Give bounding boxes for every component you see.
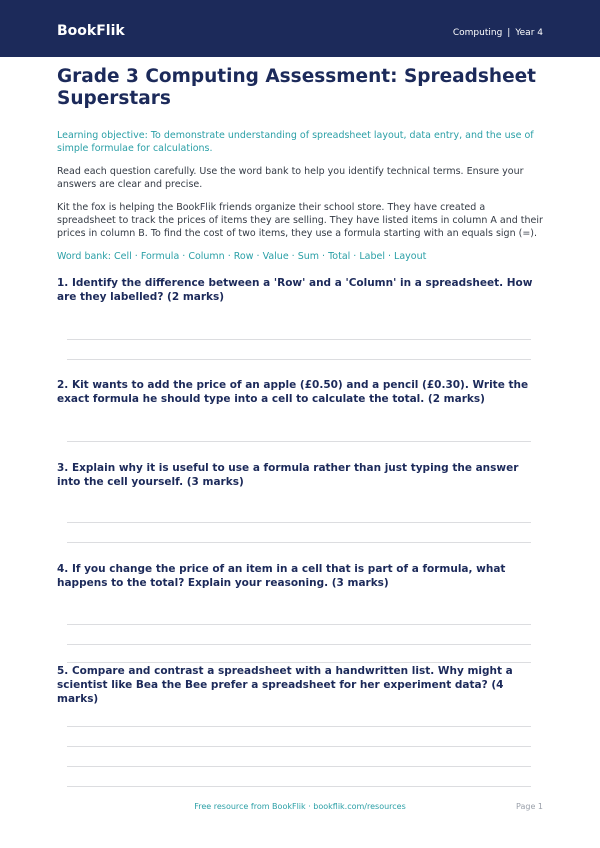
answer-line[interactable]: [67, 441, 531, 442]
question-3: 3. Explain why it is useful to use a formula rather than just typing the answer into the cell yourself. (3 marks): [57, 462, 519, 488]
word-bank: Word bank: Cell · Formula · Column · Row · Value · Sum · Total · Label · Layout: [57, 251, 427, 262]
answer-line[interactable]: [67, 359, 531, 360]
answer-line[interactable]: [67, 662, 531, 663]
answer-line[interactable]: [67, 766, 531, 767]
answer-line[interactable]: [67, 339, 531, 340]
subject-label: Computing: [452, 28, 503, 38]
question-4: 4. If you change the price of an item in a cell that is part of a formula, what happens to the total? Explain your reasoning. (3 marks): [57, 563, 506, 589]
instructions-text: Read each question carefully. Use the word bank to help you identify technical terms. Ensure your answers are clear and precise.: [57, 166, 524, 190]
footer-credit: Free resource from BookFlik · bookflik.com/resources: [194, 802, 406, 811]
scenario-text: Kit the fox is helping the BookFlik friends organize their school store. They have created a spreadsheet to track the prices of items they are selling. They have listed items in column A and their prices in column B. To find the cost of two items, they use a formula starting with an equals sign (=).: [57, 202, 543, 239]
question-2: 2. Kit wants to add the price of an apple (£0.50) and a pencil (£0.30). Write the exact formula he should type into a cell to calculate the total. (2 marks): [57, 379, 529, 405]
meta-separator: |: [507, 28, 511, 38]
answer-line[interactable]: [67, 522, 531, 523]
page-number: Page 1: [516, 802, 543, 811]
answer-line[interactable]: [67, 542, 531, 543]
answer-line[interactable]: [67, 746, 531, 747]
question-1: 1. Identify the difference between a 'Row' and a 'Column' in a spreadsheet. How are they labelled? (2 marks): [57, 277, 533, 303]
answer-line[interactable]: [67, 786, 531, 787]
answer-line[interactable]: [67, 624, 531, 625]
page-title: Grade 3 Computing Assessment: Spreadsheet Superstars: [57, 66, 537, 109]
header-bar: [0, 0, 600, 57]
learning-objective: Learning objective: To demonstrate understanding of spreadsheet layout, data entry, and the use of simple formulae for calculations.: [57, 130, 534, 154]
subject-year: [453, 28, 543, 38]
question-5: 5. Compare and contrast a spreadsheet with a handwritten list. Why might a scientist like Bea the Bee prefer a spreadsheet for her experiment data? (4 marks): [57, 665, 513, 705]
answer-line[interactable]: [67, 726, 531, 727]
intro-section: [57, 66, 543, 263]
answer-line[interactable]: [67, 644, 531, 645]
year-label: Year 4: [515, 28, 543, 38]
brand-logo: BookFlik: [57, 23, 125, 39]
